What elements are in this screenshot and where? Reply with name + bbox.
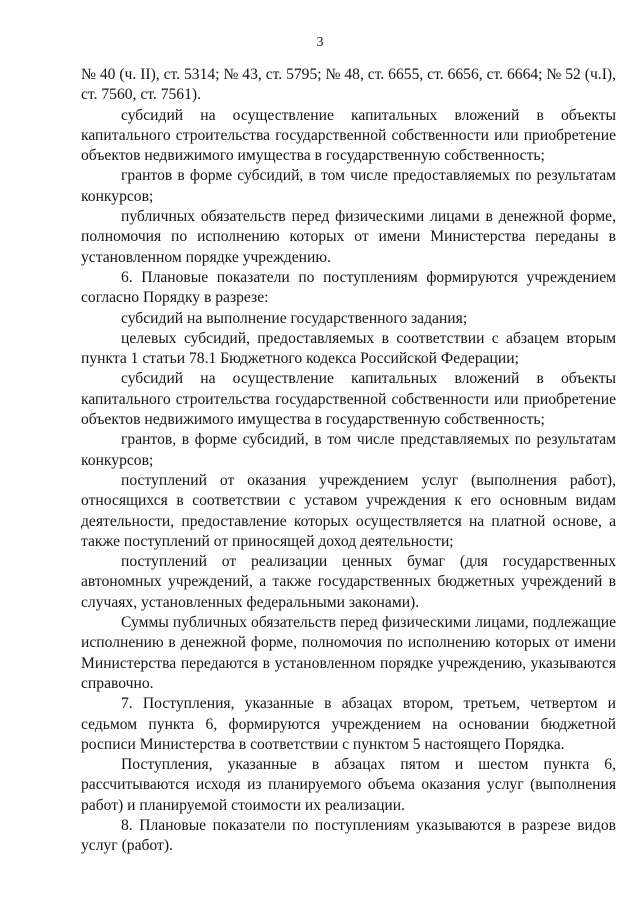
paragraph-securities-revenues: поступлений от реализации ценных бумаг (для государственных автономных учреждений, а также государственных бюджетных учреждений в случаях, установленных федеральными законами). <box>81 553 616 611</box>
paragraph-capital-investment-subsidies: субсидий на осуществление капитальных вложений в объекты капитального строительства государственной собственности или приобретение объектов недвижимого имущества в государственную собственность; <box>81 106 616 165</box>
paragraph-state-task-subsidies: субсидий на выполнение государственного задания; <box>121 309 468 327</box>
paragraph-capital-investment-subsidies-2: субсидий на осуществление капитальных вложений в объекты капитального строительства государственной собственности или приобретение объектов недвижимого имущества в государственную собственность; <box>81 370 616 429</box>
paragraph-item-8: 8. Плановые показатели по поступлениям указываются в разрезе видов услуг (работ). <box>81 816 616 855</box>
paragraph-grants-2: грантов, в форме субсидий, в том числе представляемых по результатам конкурсов; <box>81 431 616 469</box>
paragraph-legal-reference-continuation: № 40 (ч. II), ст. 5314; № 43, ст. 5795; № 48, ст. 6655, ст. 6656, ст. 6664; № 52 (ч.I), ст. 7560, ст. 7561). <box>81 66 616 104</box>
paragraph-targeted-subsidies: целевых субсидий, предоставляемых в соответствии с абзацем вторым пункта 1 статьи 78.1 Бюджетного кодекса Российской Федерации; <box>81 329 616 368</box>
paragraph-grants: грантов в форме субсидий, в том числе предоставляемых по результатам конкурсов; <box>81 167 616 205</box>
document-body <box>81 65 616 857</box>
paragraph-public-obligations: публичных обязательств перед физическими лицами в денежной форме, полномочия по исполнению которых от имени Министерства переданы в установленном порядке учреждению. <box>81 208 616 266</box>
paragraph-item-6: 6. Плановые показатели по поступлениям формируются учреждением согласно Порядку в разрезе: <box>81 268 616 307</box>
paragraph-item-7-calculation: Поступления, указанные в абзацах пятом и шестом пункта 6, рассчитываются исходя из планируемого объема оказания услуг (выполнения работ) и планируемой стоимости их реализации. <box>81 756 616 814</box>
page-number: 3 <box>316 35 324 50</box>
paragraph-public-obligation-amounts: Суммы публичных обязательств перед физическими лицами, подлежащие исполнению в денежной форме, полномочия по исполнению которых от имени Министерства передаются в установленном порядке учреждению, указываются справочно. <box>81 614 616 692</box>
paragraph-item-7: 7. Поступления, указанные в абзацах втором, третьем, четвертом и седьмом пункта 6, формируются учреждением на основании бюджетной росписи Министерства в соответствии с пунктом 5 настоящего Порядка. <box>81 695 616 753</box>
paragraph-service-revenues: поступлений от оказания учреждением услуг (выполнения работ), относящихся в соответствии с уставом учреждения к его основным видам деятельности, предоставление которых осуществляется на платной основе, а также поступлений от приносящей доход деятельности; <box>81 471 616 550</box>
